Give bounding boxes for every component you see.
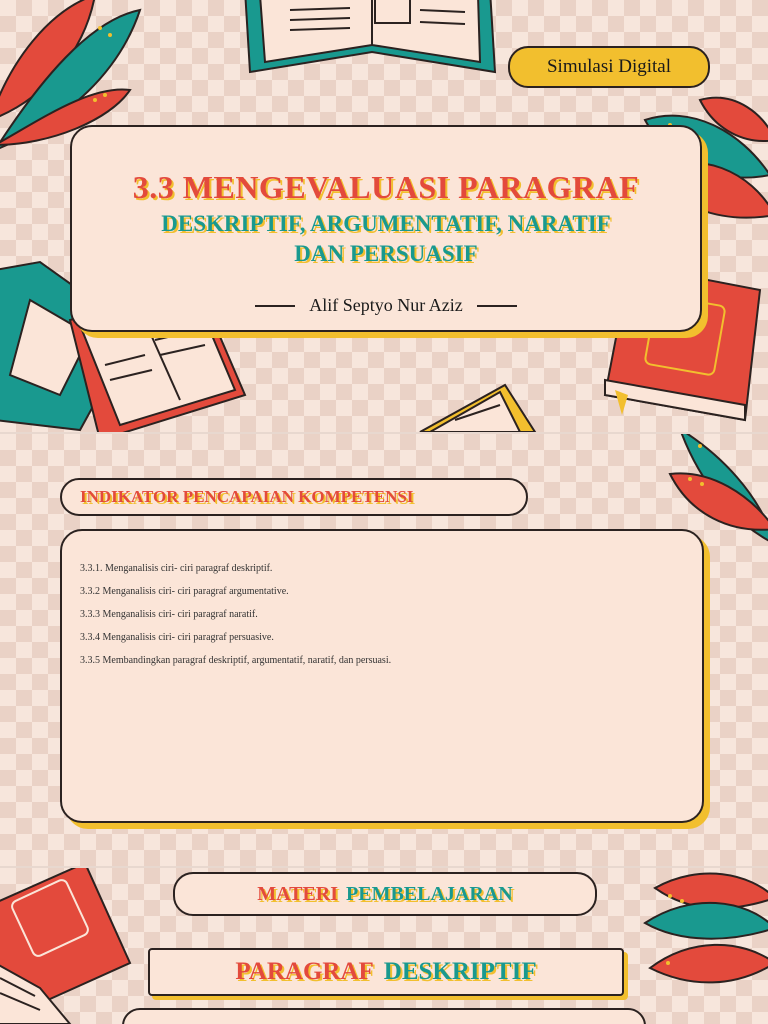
author-name: Alif Septyo Nur Aziz [309,295,463,315]
badge-label: Simulasi Digital [546,56,672,77]
section-heading: INDIKATOR PENCAPAIAN KOMPETENSI [80,487,414,506]
indicator-list [62,531,702,672]
title-card [70,125,702,332]
simulasi-badge [508,46,710,88]
leaf-icon [645,874,768,983]
paragraf-title-part2: DESKRIPTIF [383,958,537,985]
page-subtitle-line1: DESKRIPTIF, ARGUMENTATIF, NARATIF [161,211,611,236]
author-row [72,295,700,316]
materi-heading-part1: MATERI [257,882,339,905]
list-item: 3.3.3 Menganalisis ciri- ciri paragraf naratif. [80,609,258,620]
divider [255,305,295,307]
materi-heading-part2: PEMBELAJARAN [346,882,513,905]
materi-heading-box [173,872,597,916]
title-slide [0,0,768,432]
paragraf-title-part1: PARAGRAF [235,958,374,985]
indikator-heading-box [60,478,528,516]
content-card [122,1008,646,1024]
page-subtitle-line2: DAN PERSUASIF [294,241,478,266]
list-item: 3.3.5 Membandingkan paragraf deskriptif, argumentatif, naratif, dan persuasi. [80,655,392,666]
leaf-icon [670,434,768,544]
list-item: 3.3.1. Menganalisis ciri- ciri paragraf deskriptif. [80,563,273,574]
page-title: 3.3 MENGEVALUASI PARAGRAF [132,169,640,205]
indicator-slide [0,434,768,866]
open-book-icon [245,0,495,72]
indicator-card [60,529,704,823]
list-item: 3.3.4 Menganalisis ciri- ciri paragraf persuasive. [80,632,274,643]
list-item: 3.3.2 Menganalisis ciri- ciri paragraf argumentative. [80,586,289,597]
paragraf-title-box [148,948,624,996]
divider [477,305,517,307]
open-book-icon [420,385,535,432]
book-icon [0,868,130,1024]
material-slide [0,868,768,1024]
